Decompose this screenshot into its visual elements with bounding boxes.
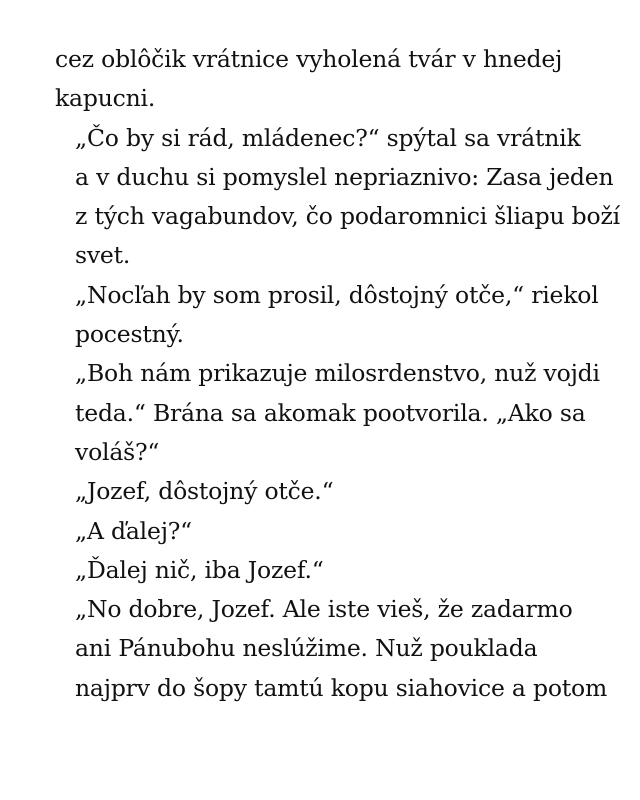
text-line: z tých vagabundov, čo podaromnici šliapu boží bbox=[75, 202, 620, 231]
page-text bbox=[55, 40, 620, 708]
paragraph bbox=[55, 40, 595, 119]
text-line: „Ďalej nič, iba Jozef.“ bbox=[75, 555, 324, 584]
text-line: svet. bbox=[75, 241, 131, 270]
text-line: „Jozef, dôstojný otče.“ bbox=[75, 477, 334, 506]
paragraph bbox=[55, 472, 595, 511]
text-line: „Čo by si rád, mládenec?“ spýtal sa vrátnik bbox=[75, 123, 581, 152]
paragraph bbox=[55, 119, 620, 276]
text-line: „No dobre, Jozef. Ale iste vieš, že zadarmo bbox=[75, 595, 573, 624]
paragraph bbox=[55, 354, 600, 472]
text-line: kapucni. bbox=[55, 84, 156, 113]
text-line: „Boh nám prikazuje milosrdenstvo, nuž vojdi bbox=[75, 359, 600, 388]
text-line: „A ďalej?“ bbox=[75, 516, 192, 545]
text-line: najprv do šopy tamtú kopu siahovice a potom bbox=[75, 673, 608, 702]
paragraph bbox=[55, 590, 608, 708]
text-line: a v duchu si pomyslel nepriaznivo: Zasa jeden bbox=[75, 162, 614, 191]
text-line: pocestný. bbox=[75, 320, 184, 349]
text-line: ani Pánubohu neslúžime. Nuž pouklada bbox=[75, 634, 538, 663]
text-line: voláš?“ bbox=[75, 437, 160, 466]
text-line: cez oblôčik vrátnice vyholená tvár v hnedej bbox=[55, 45, 563, 73]
paragraph bbox=[55, 512, 595, 551]
text-line: teda.“ Brána sa akomak pootvorila. „Ako sa bbox=[75, 398, 586, 427]
paragraph bbox=[55, 551, 595, 590]
paragraph bbox=[55, 276, 599, 355]
text-line: „Nocľah by som prosil, dôstojný otče,“ riekol bbox=[75, 280, 599, 309]
